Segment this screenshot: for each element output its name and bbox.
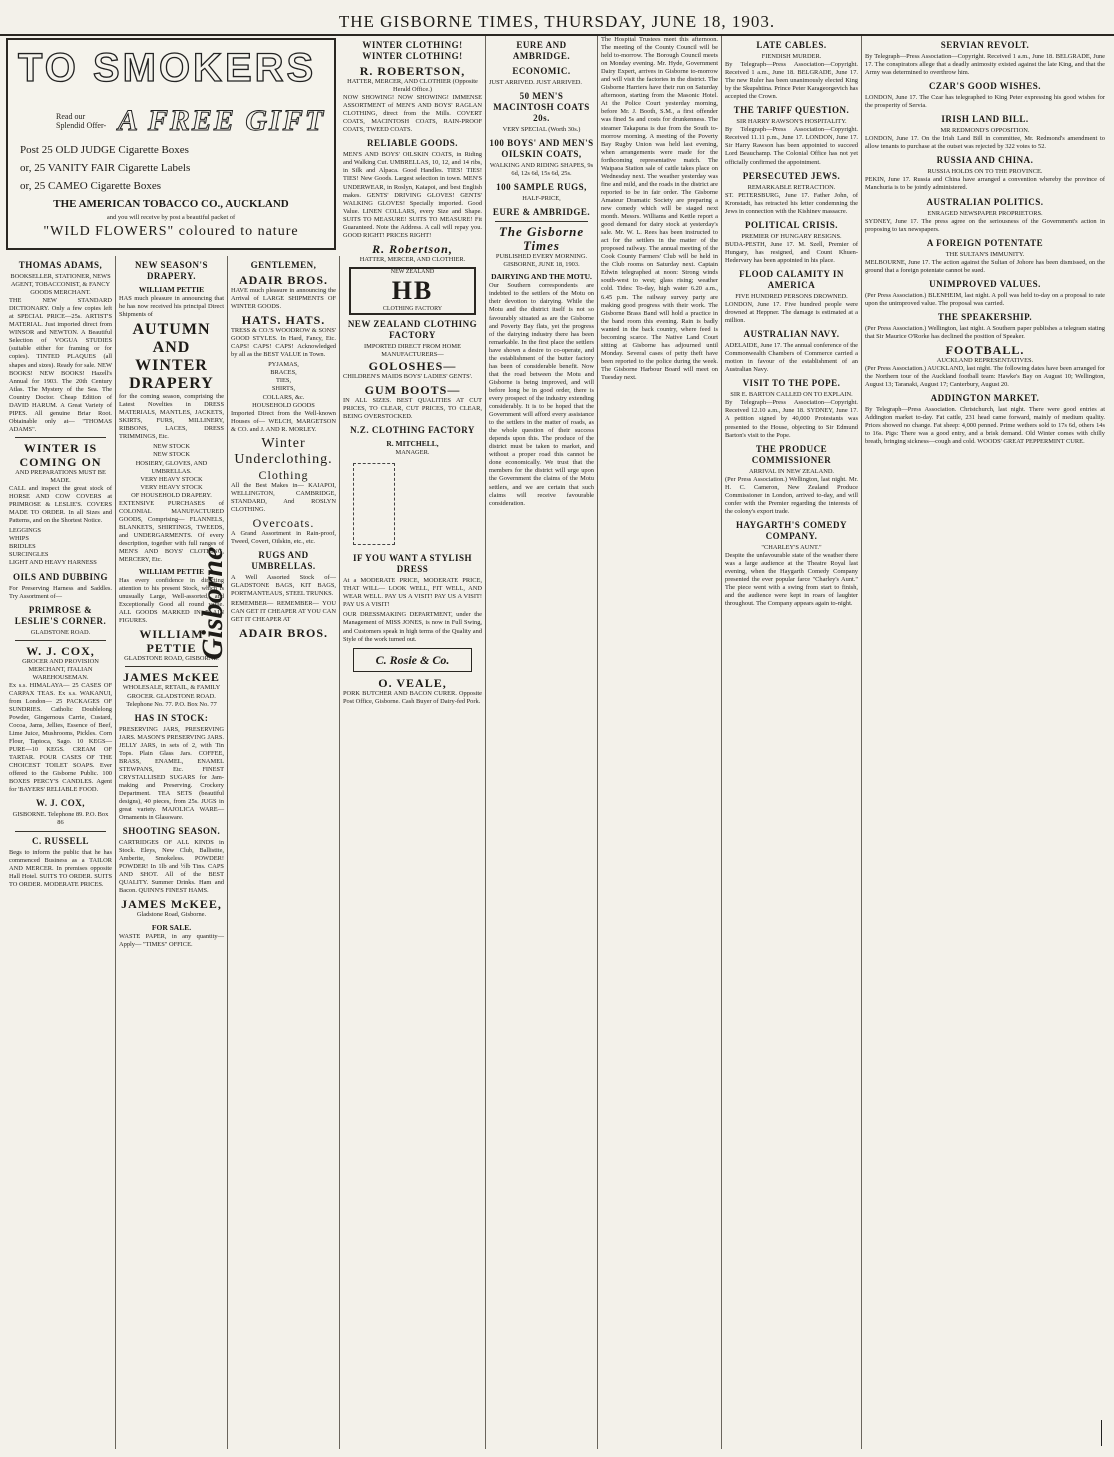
heading: FOOTBALL. (945, 342, 1025, 357)
list-item: COLLARS, &c. (262, 393, 305, 401)
subheading: HATTER, MERCER, AND CLOTHIER (Opposite Herald Office.) (347, 78, 478, 94)
heading: THOMAS ADAMS, (18, 260, 103, 270)
heading: VISIT TO THE POPE. (742, 378, 841, 389)
subheading: FIVE HUNDRED PERSONS DROWNED. (735, 292, 848, 300)
heading: WINTER IS COMING ON (19, 440, 102, 469)
paragraph: By Telegraph—Press Association—Copyright. Received 1 a.m., June 18. BELGRADE, June 17. The new Ruler has been unanimously elected King by the Skupshtina. Prince Peter Karageorgevich has accepted the Crown. (725, 61, 858, 101)
paragraph: Begs to inform the public that he has commenced Business as a TAILOR AND MERCER. In premises opposite Hall Hotel. SUITS TO ORDER. SUITS TO ORDER. MODERATE PRICES. (9, 848, 112, 888)
heading: IF YOU WANT A STYLISH DRESS (352, 553, 473, 575)
subheading: WILLIAM PETTIE (138, 285, 205, 294)
heading: R. ROBERTSON, (359, 64, 466, 78)
paragraph: LONDON, June 17. On the Irish Land Bill in committee, Mr. Redmond's amendment to allow tenants to purchase at the outset was rejected by 322 votes to 52. (865, 135, 1105, 151)
advert-read-line: Splendid Offer- (56, 121, 107, 130)
subheading: PUBLISHED EVERY MORNING. GISBORNE, JUNE 18, 1903. (495, 253, 588, 269)
heading: W. J. COX, (36, 798, 85, 809)
heading: RELIABLE GOODS. (366, 138, 459, 149)
list-item: BRIDLES (9, 543, 36, 551)
list-item: TIES, (275, 377, 292, 385)
heading: EURE AND AMBRIDGE. (512, 40, 571, 61)
paragraph: NOW SHOWING! NOW SHOWING! IMMENSE ASSORTMENT of MEN'S AND BOYS' RAGLAN CLOTHING, direct from the Mills. COVERT COATS, MACINTOSH COATS, RAIN-PROOF COATS, TWEED COATS. (343, 94, 482, 134)
subheading: RUSSIA HOLDS ON TO THE PROVINCE. (927, 168, 1043, 176)
paragraph: CARTRIDGES OF ALL KINDS in Stock. Eleys, New Club, Ballistite, Amberite, Smokeless. POWDER! POWDER! In 1lb and ½lb Tins. CAPS AND SHOT. All of the BEST QUALITY. Summer Drinks. Ham and Bacon. QUINN'S FINEST HAMS. (119, 839, 224, 895)
heading: POLITICAL CRISIS. (744, 219, 839, 230)
paragraph: BUDA-PESTH, June 17. M. Szell, Premier of Hungary, has resigned, and Count Khuen-Hedervary has been appointed in his place. (725, 240, 858, 264)
heading: A FOREIGN POTENTATE (926, 237, 1044, 248)
heading: ECONOMIC. (512, 66, 571, 76)
heading: FLOOD CALAMITY IN AMERICA (739, 268, 844, 290)
column-4 (340, 36, 486, 1449)
paragraph: PORK BUTCHER AND BACON CURER. Opposite Post Office, Gisborne. Cash Buyer of Dairy-fed Pork. (343, 689, 482, 705)
paragraph: Despite the unfavourable state of the weather there was a large audience at the Theatre Royal last evening, when the Haygarth Comedy Company presented the ever popular farce "Charley's Aunt." The piece went with a swing from start to finish, and the audience were kept in roars of laughter throughout. The Company appears again to-night. (725, 551, 858, 608)
heading: AUSTRALIAN POLITICS. (926, 196, 1044, 207)
paragraph: Ex s.s. HIMALAYA— 25 CASES OF CARPAX TEAS. Ex s.s. WAKANUI, from London— 25 PACKAGES OF SUNDRIES. Catholic Doublelong Powder, Gingernous Carrie, Custard, Cocoa, Jams, Jellies, Essence of Beef, Lime Juice, Mushrooms, Pickles. Corn Flour, Tapioca, Sago. 10 KEGS—PURE—10 KEGS. CREAM OF TARTAR. FOUR CASES OF THE CHOICEST TOILET SOAPS. Ever offered to the Gisborne Public. 100 BOXES PERCY'S CANDLES. Agent for 'BAYERS' RELIABLE FOOD. (9, 681, 112, 794)
paragraph: Has every confidence in directing attention to his present Stock, which is unusually Large, Well-assorted, and Exceptionally Good all round value. ALL GOODS MARKED IN PLAIN FIGURES. (119, 577, 224, 625)
paragraph: By Telegraph—Press Association—Copyright. Received 12.10 a.m., June 18. SYDNEY, June 17. A petition signed by 40,000 Protestants was presented to the House, objecting to Sir Edmund Barton's visit to the Pope. (725, 399, 858, 439)
subheading: WALKING AND RIDING SHAPES, 9s 6d, 12s 6d, 15s 6d, 25s. (489, 162, 594, 178)
heading: Overcoats. (252, 515, 315, 530)
tobacco-advert (6, 38, 336, 250)
heading: JAMES McKEE (123, 670, 220, 685)
subheading: "CHARLEY'S AUNT." (761, 543, 822, 551)
heading: N.Z. CLOTHING FACTORY (350, 425, 475, 436)
subheading: IMPORTED DIRECT FROM HOME MANUFACTURERS— (364, 342, 461, 358)
subheading: ENRAGED NEWSPAPER PROPRIETORS. (927, 209, 1043, 217)
heading: HATS. HATS. (241, 313, 326, 328)
divider (15, 640, 106, 641)
subheading: BOOKSELLER, STATIONER, NEWS AGENT, TOBACCONIST, & FANCY GOODS MERCHANT. (10, 273, 111, 297)
list-item: SURCINGLES (9, 551, 49, 559)
subheading: HATTER, MERCER, AND CLOTHIER. (359, 255, 466, 263)
heading: WINTER CLOTHING! WINTER CLOTHING! (362, 40, 463, 61)
advert-flowers: "WILD FLOWERS" coloured to nature (43, 224, 299, 239)
heading: UNIMPROVED VALUES. (929, 278, 1041, 289)
heading: CZAR'S GOOD WISHES. (928, 81, 1042, 92)
paragraph: (Per Press Association.) Wellington, last night. Mr. H. C. Cameron, New Zealand Produce Commissioner in London, arrived to-day, and will confer with the Premier regarding the interests of the colony's export trade. (725, 475, 858, 515)
paragraph: OUR DRESSMAKING DEPARTMENT, under the Management of MISS JONES, is now in Full Swing, and Customers speak in high terms of the Quality and Style of the work turned out. (343, 611, 482, 643)
advert-sent-line: a beautiful packet of (181, 214, 236, 221)
advert-offer: or, 25 VANITY FAIR Cigarette Labels (20, 162, 191, 174)
advert-offer: or, 25 CAMEO Cigarette Boxes (20, 180, 162, 192)
heading: 100 SAMPLE RUGS, (496, 182, 587, 193)
divider (495, 221, 588, 222)
advert-title: TO SMOKERS (18, 46, 317, 90)
paragraph: By Telegraph—Press Association—Copyright. Received 11.11 p.m., June 17. LONDON, June 17. Sir Harry Rawson has been appointed to succeed Lord Beauchamp. The Colonial Office has not yet officially confirmed the appointment. (725, 126, 858, 166)
paragraph: EXTENSIVE PURCHASES of COLONIAL MANUFACTURED GOODS, Comprising— FLANNELS, BLANKETS, SHIRTINGS, TWEEDS, and UNDERGARMENTS. Of every description, together with full ranges of MEN'S AND BOYS' CLOTHING, MERCERY, Etc. (119, 499, 224, 564)
subheading: AND PREPARATIONS MUST BE MADE. (15, 468, 106, 484)
heading: THE PRODUCE COMMISSIONER (751, 443, 832, 465)
column-1 (6, 256, 116, 1449)
subheading: GLADSTONE ROAD, GISBORNE. (124, 655, 219, 663)
paragraph: A Grand Assortment in Rain-proof, Tweed, Covert, Oilskin, etc., etc. (231, 529, 336, 545)
heading: GOLOSHES— (368, 358, 457, 373)
paragraph: ST. PETERSBURG, June 17. Father John, of Kronstadt, has retracted his letter condemning the Jews in connection with the Kishinev massacre. (725, 191, 858, 215)
list-item: VERY HEAVY STOCK (140, 475, 203, 483)
subheading: AUCKLAND REPRESENTATIVES. (936, 356, 1034, 364)
paragraph: (Per Press Association.) BLENHEIM, last night. A poll was held to-day on a proposal to rate upon the unimproved value. The proposal was carried. (865, 291, 1105, 307)
heading: LATE CABLES. (756, 40, 827, 50)
paragraph: MELBOURNE, June 17. The action against the Sultan of Johore has been dismissed, on the ground that a foreign potentate cannot be sued. (865, 258, 1105, 274)
advert-read (56, 112, 106, 130)
paragraph: SYDNEY, June 17. The press agree on the seriousness of the Government's action in proposing to tax newspapers. (865, 217, 1105, 233)
column-3 (228, 256, 340, 1449)
paragraph: CALL and inspect the great stock of HORSE AND COW COVERS at PRIMROSE & LESLIE'S. COVERS MADE TO ORDER. In all Sizes and Patterns, and on the Shortest Notice. (9, 485, 112, 525)
subheading: MANAGER. (395, 449, 430, 457)
heading: AUSTRALIAN NAVY. (743, 329, 840, 340)
list (9, 527, 112, 567)
paragraph: MEN'S AND BOYS' OILSKIN COATS, in Riding and Walking Cut. UMBRELLAS, 10, 12, and 14 ribs, in Silk and Alpaca. Good Handles. TIES! TIES! TIES! New Goods. Largest selection in town. MEN'S UNDERWEAR, in Roslyn, Kaiapoi, and best English makes. GENTS' DRIVING GLOVES! GENTS' WALKING GLOVES! Specially imported. Good Value. LINEN COLLARS, every Size and Shape. SUITS TO MEASURE! SUITS TO MEASURE! Fit Guaranteed. Note the Address. A call will repay you. GOOD RIGHT! PRICES RIGHT! (343, 151, 482, 239)
list-item: PYJAMAS, (268, 361, 299, 369)
heading: GUM BOOTS— (364, 383, 461, 398)
subheading: THE SULTAN'S IMMUNITY. (945, 250, 1025, 258)
heading: NEW ZEALAND CLOTHING FACTORY (347, 318, 478, 340)
subheading: GROCER AND PROVISION MERCHANT, ITALIAN WAREHOUSEMAN. (22, 657, 99, 681)
advert-company: THE AMERICAN TOBACCO CO., AUCKLAND (53, 198, 289, 210)
heading: HAS IN STOCK: (134, 712, 209, 723)
list-item: WHIPS (9, 535, 29, 543)
column-7 (722, 36, 862, 1449)
subheading: DAIRYING AND THE MOTU. (491, 272, 592, 282)
heading: 50 MEN'S MACINTOSH COATS 20s. (493, 91, 590, 124)
list-item: OF HOUSEHOLD DRAPERY. (131, 491, 212, 499)
subheading: REMARKABLE RETRACTION. (747, 183, 836, 191)
paragraph: A Well Assorted Stock of— GLADSTONE BAGS, KIT BAGS, PORTMANTEAUS, STEEL TRUNKS. (231, 574, 336, 598)
heading: HAYGARTH'S COMEDY COMPANY. (735, 519, 848, 541)
heading: JAMES McKEE, (121, 897, 222, 912)
heading: ADAIR BROS. (238, 273, 328, 287)
list-item: NEW STOCK (153, 451, 190, 459)
list-item: HOUSEHOLD GOODS (252, 401, 315, 409)
heading: SHOOTING SEASON. (122, 826, 221, 837)
paragraph: PRESERVING JARS, PRESERVING JARS. MASON'S PRESERVING JARS. JELLY JARS, in sets of 2, with Tin Tops. Plain Glass Jars. COFFEE, BRASS, ENAMEL, ENAMEL STEWPANS, Etc. FINEST CRYSTALLISED SUGARS for Jam-making and Preserving. Crockery Department. TEA SETS (beautiful designs), 40 pieces, from 25s. JUGS in great variety. MAJOLICA WARE—Ornaments in Glassware. (119, 725, 224, 822)
subheading: GISBORNE. Telephone 89. P.O. Box 86 (12, 811, 109, 827)
heading: W. J. COX, (26, 643, 95, 658)
heading: THE SPEAKERSHIP. (937, 311, 1033, 322)
paragraph: THE NEW STANDARD DICTIONARY. Only a few copies left at SPECIAL PRICE—25s. ARTIST'S MATERIAL. Just imported direct from WINSOR and NEWTON. A Beautiful Selection of VOGUA STUDIES (suitable either for framing or for copies). TINTED PLAQUES (all shapes and sizes). Ready for sale. NEW BOOKS! NEW BOOKS! Hazell's Annual for 1903. The 20th Century Atlas. The Mystery of the Sea. The Country Doctor. Cheap Edition of DAVID HARUM. A Great Variety of PIPES. All genuine Briar Root. Obtainable only at— "THOMAS ADAMS". (9, 297, 112, 433)
paragraph: TRESS & CO.'S WOODROW & SONS' GOOD STYLES. In Hard, Fancy, Etc. CAPS! CAPS! CAPS! Acknowledged by all as the BEST VALUE in Town. (231, 327, 336, 359)
list-item: LIGHT AND HEAVY HARNESS (9, 559, 97, 567)
list-item: BRACES, (270, 369, 297, 377)
subheading: PREMIER OF HUNGARY RESIGNS. (741, 232, 842, 240)
subheading: FOR SALE. (151, 922, 192, 932)
divider (125, 666, 218, 667)
heading: OILS AND DUBBING (12, 571, 109, 582)
subheading: FIENDISH MURDER. (761, 53, 822, 60)
column-5 (486, 36, 598, 1449)
divider (15, 437, 106, 438)
subheading: Gladstone Road, Gisborne. (136, 911, 207, 919)
paragraph: Our Southern correspondents are indebted to the settlers of the Motu on their devotion to dairying. While the Motu and the district itself is not so favourably situated as are the Gisborne and Poverty Bay flats, yet the progress of the dairying industry there has been remarkable. In the first place the settlers have shown a desire to co-operate, and the establishment of the butter factory has been of considerable benefit. Now that the road between the Motu and Gisborne is being improved, and will before long be in good order, there is every prospect of the industry extending considerably. It is to be hoped that the Government will afford every assistance to the settlers in the matter of roads, as the whole question of their success depends upon this. The produce of the district must be taken to market, and without a proper road this cannot be done economically. We trust that the members for the district will urge upon the Government the claims of the Motu settlers, and we are certain that such claims will receive favourable consideration. (489, 282, 594, 507)
advert-offer: Post 25 OLD JUDGE Cigarette Boxes (20, 144, 189, 156)
advert-gift: A FREE GIFT (118, 104, 326, 137)
paper-title: The Gisborne Times (498, 224, 585, 254)
paragraph: LONDON, June 17. The Czar has telegraphed to King Peter expressing his good wishes for the prosperity of Servia. (865, 94, 1105, 110)
paragraph: HAVE much pleasure in announcing the Arrival of LARGE SHIPMENTS OF WINTER GOODS. (231, 287, 336, 311)
heading: Winter Underclothing. (234, 435, 333, 467)
list-item: SHIRTS, (271, 385, 296, 393)
heading: RUSSIA AND CHINA. (936, 155, 1034, 166)
paragraph: CHILDREN'S MAIDS BOYS' LADIES' GENTS'. (343, 372, 473, 380)
list-item: HOSIERY, GLOVES, AND UMBRELLAS. (135, 459, 208, 475)
heading: O. VEALE, (378, 675, 447, 690)
text-cursor (1101, 1420, 1102, 1446)
column-8 (862, 36, 1108, 1449)
heading: SERVIAN REVOLT. (940, 40, 1030, 50)
list (231, 361, 336, 409)
advert-sent-line: and you will receive by post (106, 214, 181, 221)
paragraph: WASTE PAPER, in any quantity— Apply— "TIMES" OFFICE. (119, 932, 224, 948)
heading: ADAIR BROS. (238, 626, 328, 641)
heading: RUGS AND UMBRELLAS. (251, 550, 316, 572)
paragraph: (Per Press Association.) AUCKLAND, last night. The following dates have been arranged for the Northern tour of the Auckland football team: Hawke's Bay on August 10; Wellington, August 13; Taranaki, August 17; Canterbury, August 20. (865, 365, 1105, 389)
heading: PERSECUTED JEWS. (742, 170, 841, 181)
heading: NEW SEASON'S DRAPERY. (134, 260, 209, 281)
paragraph: PEKIN, June 17. Russia and China have arranged a convention whereby the province of Manchuria is to be jointly administered. (865, 176, 1105, 192)
subheading: WILLIAM PETTIE (138, 567, 205, 577)
stamp-text: Gisborne (196, 546, 229, 660)
heading: PRIMROSE & LESLIE'S CORNER. (14, 604, 107, 626)
logo-text: HB (391, 275, 434, 305)
logo-text: NEW ZEALAND (390, 268, 435, 275)
heading: ADDINGTON MARKET. (930, 393, 1040, 404)
advert-read-line: Read our (56, 112, 86, 121)
advert-sent (8, 214, 334, 221)
masthead-title: THE GISBORNE TIMES, THURSDAY, JUNE 18, 1903. (338, 12, 776, 31)
column-6 (598, 36, 722, 1449)
masthead (0, 4, 1114, 36)
heading: 100 BOYS' AND MEN'S OILSKIN COATS, (489, 138, 594, 160)
subheading: MR REDMOND'S OPPOSITION. (940, 127, 1030, 135)
paragraph: LONDON, June 17. Five hundred people were drowned at Heppner. The damage is estimated at a million. (725, 300, 858, 325)
heading: IRISH LAND BILL. (941, 114, 1029, 125)
paragraph: JUST ARRIVED. JUST ARRIVED. (489, 79, 582, 86)
heading: EURE & AMBRIDGE. (492, 207, 591, 218)
heading: AUTUMN AND WINTER DRAPERY (129, 321, 214, 393)
heading: R. Robertson, (372, 241, 453, 256)
column-2 (116, 256, 228, 1449)
divider (15, 831, 106, 832)
list (119, 443, 224, 499)
heading: Clothing (258, 467, 309, 482)
paragraph: The Hospital Trustees meet this afternoon. The meeting of the County Council will be held to-morrow. The Borough Council meets on Monday evening. Mr. Hyde, Government Dairy Expert, arrives in Gisborne to-morrow and will visit the factories in the district. The Gisborne Harriers have their run on Saturday afternoon, starting from the Masonic Hotel. At the Police Court yesterday morning, before Mr. J. Booth, S.M., a first offender was fined 5s and costs for drunkenness. The steamer Takapuna is due from the South to-morrow morning. A meeting of the Poverty Bay Rugby Union was held last evening, when arrangements were made for the forthcoming representative match. The Waipaoa Station sale of cattle takes place on Wednesday next. The weather yesterday was fine and mild, and the roads in the district are reported to be in fair order. The Gisborne Amateur Dramatic Society are preparing a new comedy which will be staged next month. Messrs. Williams and Kettle report a good demand for dairy stock at yesterday's sale. Mr. W. L. Rees has been instructed to act for the settlers in the matter of the proposed railway. The annual meeting of the Cook County Farmers' Club will be held in the Club rooms on Saturday next. Captain Edwin telegraphed at noon: Strong winds south-west to west; glass rising; weather cold. Tides: To-day, high water 6.20 a.m., 6.45 p.m. The railway survey party are making good progress with their work. The Gisborne Brass Band will hold a practice in the band room this evening. Rain is badly wanted in the back country, where feed is becoming scarce. The Native Land Court sitting at Gisborne has adjourned until Monday. Several cases of petty theft have been reported to the police during the week. The Gisborne Harbour Board will meet on Tuesday next. (601, 36, 718, 381)
paragraph: By Telegraph—Press Association—Copyright. Received 1 a.m., June 18. BELGRADE, June 17. The conspirators allege that a deadly animosity existed against the late King, and that the Army was determined to overthrow him. (865, 53, 1105, 77)
stamp-box (353, 463, 395, 545)
paragraph: At a MODERATE PRICE, MODERATE PRICE, THAT WILL— LOOK WELL, FIT WELL, AND WEAR WELL. PAY US A VISIT! PAY US A VISIT! PAY US A VISIT! (343, 577, 482, 609)
paragraph: (Per Press Association.) Wellington, last night. A Southern paper publishes a telegram stating that Sir Maurice O'Rorke has declined the position of Speaker. (865, 324, 1105, 340)
subheading: SIR HARRY RAWSON'S HOSPITALITY. (736, 118, 847, 126)
subheading: VERY SPECIAL (Worth 30s.) (502, 126, 581, 134)
subheading: R. MITCHELL, (386, 439, 439, 449)
paragraph: By Telegraph—Press Association. Christchurch, last night. There were good entries at Addington market to-day. Fat cattle, 231 head came forward, mainly of medium quality. Prices showed no change. Fat sheep: 4,000 penned. Prime wethers sold to 17s 6d, others 14s to 16s. Pigs: There was a good entry, and a brisk demand. Old Winter comes with chilly breath, bringing sickness—cough and cold. WOODS' GREAT PEPPERMINT CURE. (865, 406, 1105, 446)
subheading: HALF-PRICE, (522, 195, 561, 203)
paragraph: All the Best Makes in— KAIAPOI, WELLINGTON, CAMBRIDGE, STANDARD, And ROSLYN CLOTHING. (231, 481, 336, 513)
logo-text: CLOTHING FACTORY (382, 305, 443, 312)
rosie-card: C. Rosie & Co. (353, 648, 472, 672)
paragraph: ADELAIDE, June 17. The annual conference of the Commonwealth Chambers of Commerce carried a motion in favour of the establishment of an Australian Navy. (725, 342, 858, 374)
paragraph: IN ALL SIZES. BEST QUALITIES AT CUT PRICES, TO CLEAR, CUT PRICES, TO CLEAR, BEING OVERSTOCKED. (343, 397, 482, 421)
list-item: LEGGINGS (9, 527, 41, 535)
subheading: WHOLESALE, RETAIL, & FAMILY GROCER. GLADSTONE ROAD. Telephone No. 77. P.O. Box No. 77 (122, 684, 221, 708)
nz-clothing-logo (349, 267, 476, 315)
paragraph: For Preserving Harness and Saddles. Try Assortment of— (9, 584, 112, 600)
paragraph: REMEMBER— REMEMBER— YOU CAN GET IT CHEAPER AT YOU CAN GET IT CHEAPER AT (231, 600, 336, 624)
list-item: NEW STOCK (153, 443, 190, 451)
subheading: SIR E. BARTON CALLED ON TO EXPLAIN. (730, 391, 853, 399)
heading: THE TARIFF QUESTION. (733, 105, 850, 116)
subheading: GLADSTONE ROAD. (30, 628, 91, 636)
heading: GENTLEMEN, (250, 260, 317, 270)
paragraph: for the coming season, comprising the Latest Novelties in DRESS MATERIALS, MANTLES, JACKETS, SKIRTS, FURS, MILLINERY, RIBBONS, LACES, DRESS TRIMMINGS, Etc. (119, 393, 224, 441)
heading: C. RUSSELL (31, 835, 90, 846)
paragraph: Imported Direct from the Well-known Houses of— WELCH, MARGETSON & CO. and J. AND R. MORLEY. (231, 409, 336, 433)
list-item: VERY HEAVY STOCK (140, 483, 203, 491)
heading: WILLIAM PETTIE (139, 627, 204, 656)
subheading: ARRIVAL IN NEW ZEALAND. (748, 467, 835, 475)
paragraph: HAS much pleasure in announcing that he has now received his principal Direct Shipments of (119, 295, 224, 319)
stamp-area (343, 457, 482, 549)
